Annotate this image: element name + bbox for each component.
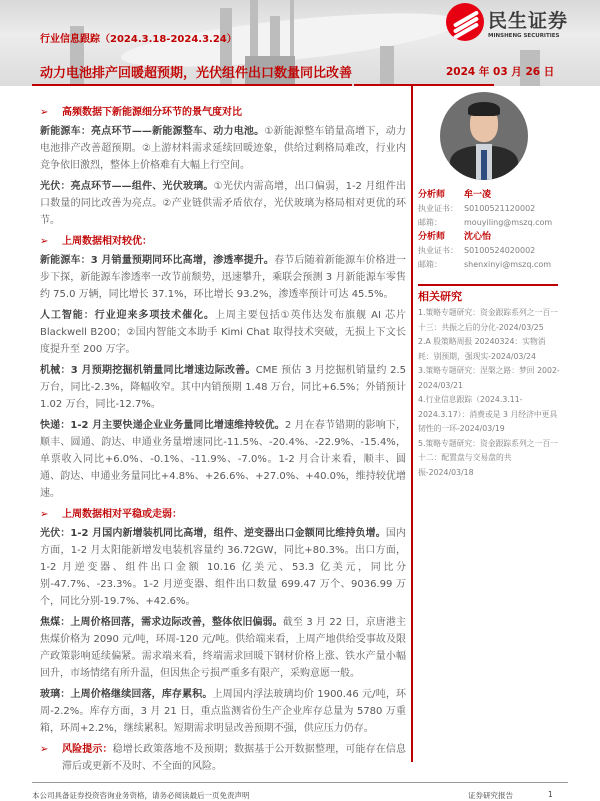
arrow-bullet-icon: ➢ [40, 236, 49, 247]
analyst-email[interactable]: mouyiling@mszq.com [464, 218, 553, 227]
minsheng-logo [446, 3, 568, 41]
related-divider [418, 284, 558, 286]
related-item[interactable]: 3.策略专题研究：涅槃之路：梦回 2002-2024/03/21 [418, 366, 560, 390]
footer-report-type: 证券研究报告 [468, 791, 513, 800]
summary-body [40, 100, 406, 779]
page-number: 1 [548, 790, 553, 799]
risk-warning: ➢ 风险提示：稳增长政策落地不及预期；数据基于公开数据整理，可能存在信息滞后或更新不及时、不全面的风险。 [40, 741, 406, 775]
analyst-email[interactable]: shenxinyi@mszq.com [464, 260, 552, 269]
paragraph: 机械：3 月预期挖掘机销量同比增速边际改善。CME 预估 3 月挖掘机销量约 2.5 万台，同比-2.3%，降幅收窄。其中内销预期 1.48 万台，同比+6.5%；外销预计 1.02 万台，同比-12.7%。 [40, 365, 406, 410]
report-title: 动力电池排产回暖超预期，光伏组件出口数量同比改善 [40, 66, 353, 81]
related-item[interactable]: 4.行业信息跟踪（2024.3.11-2024.3.17）：消费或是 3 月经济中更具韧性的一环-2024/03/19 [418, 395, 558, 433]
analyst-card: 分析师 沈心怡 执业证书： S0100524020002 邮箱： shenxinyi@mszq.com [418, 230, 560, 272]
analyst-name: 牟一凌 [464, 190, 492, 200]
header-divider-right [354, 84, 494, 86]
analyst-name: 沈心怡 [464, 232, 492, 242]
sidebar [418, 92, 560, 480]
paragraph: 焦煤：上周价格回落，需求边际改善，整体依旧偏弱。截至 3 月 22 日，京唐港主焦煤价格为 2090 元/吨，环周-120 元/吨。供给端来看，上周产地供给受事故及限产政策影响延续偏紧。需求端来看，终端需求回暖下钢材价格上涨、铁水产量小幅回升，市场情绪有所升温，但因焦企亏损严重多有限产，采购意愿一般。 [40, 617, 406, 679]
section-heading: ➢ 上周数据相对较优： [40, 233, 406, 250]
arrow-bullet-icon: ➢ [40, 744, 49, 755]
paragraph: 快递：1-2 月主要快递企业业务量同比增速维持较优。2 月在春节错期的影响下，顺丰、圆通、韵达、申通业务量增速同比-11.5%、-20.4%、-22.9%、-15.4%，单票收入同比+6.0%、-0.1%、-11.9%、-7.0%。1-2 月合计来看，顺丰、圆通、韵达、申通业务量同比+4.8%、+26.6%、+27.0%、+40.0%，维持较优增速。 [40, 420, 406, 499]
arrow-bullet-icon: ➢ [40, 509, 49, 520]
related-item[interactable]: 2.A 股策略周报 20240324：实物消耗：别预期，强现实-2024/03/24 [418, 337, 546, 361]
related-research-title: 相关研究 [418, 290, 462, 303]
logo-icon [446, 3, 484, 41]
section-heading: ➢ 高频数据下新能源细分环节的景气度对比 [40, 104, 406, 121]
paragraph: 新能源车：3 月销量预期同环比高增，渗透率提升。春节后随着新能源车价格进一步下探，新能源车渗透率一改节前颓势，迅速攀升，乘联会预测 3 月新能源车零售约 75.0 万辆，同比增长 37.1%，环比增长 93.2%，渗透率预计可达 45.5%。 [40, 255, 406, 300]
paragraph: 人工智能：行业迎来多项技术催化。上周主要包括①英伟达发布旗舰 AI 芯片 Blackwell B200；②国内智能文本助手 Kimi Chat 取得技术突破，无损上下文长度提升至 200 万字。 [40, 310, 407, 355]
footer-divider [32, 782, 568, 783]
related-item[interactable]: 5.策略专题研究：资金跟踪系列之一百一十二：配置盘与交易盘的共振-2024/03/18 [418, 438, 558, 477]
paragraph: 光伏：亮点环节——组件、光伏玻璃。①光伏内需高增，出口偏弱，1-2 月组件出口数量的同比改善为亮点。②产业链供需矛盾依存，光伏玻璃为格局相对更优的环节。 [40, 181, 407, 226]
report-date: 2024 年 03 月 26 日 [446, 66, 555, 78]
analyst-photo [440, 92, 528, 180]
logo-en: MINSHENG SECURITIES [488, 32, 560, 39]
arrow-bullet-icon: ➢ [40, 107, 49, 118]
report-tag: 行业信息跟踪（2024.3.18-2024.3.24） [40, 34, 237, 45]
paragraph: 光伏：1-2 月国内新增装机同比高增，组件、逆变器出口金额同比维持负增。国内方面，1-2 月太阳能新增发电装机容量约 36.72GW，同比+80.3%。出口方面，1-2 月逆变器、组件出口金额 10.16 亿美元、53.3 亿美元，同比分别-47.7%、-23.3%。1-2 月逆变器、组件出口数量 699.47 万个、9036.99 万个，同比分别-19.7%、+42.6%。 [40, 528, 406, 607]
related-item[interactable]: 1.策略专题研究：资金跟踪系列之一百一十三：共振之后的分化-2024/03/25 [418, 308, 558, 332]
analyst-list [418, 188, 560, 272]
paragraph: 玻璃：上周价格继续回落，库存累积。上周国内浮法玻璃均价 1900.46 元/吨，环周-2.2%。库存方面，3 月 21 日，重点监测省份生产企业库存总量为 5780 万重箱，环周+2.2%，继续累积。短期需求明显改善预期不强，供应压力仍存。 [40, 689, 406, 734]
analyst-card: 分析师 牟一凌 执业证书： S0100521120002 邮箱： mouyiling@mszq.com [418, 188, 560, 230]
related-research-list [418, 306, 560, 480]
logo-cn: 民生证券 [488, 9, 569, 32]
column-divider [411, 86, 413, 762]
paragraph: 新能源车：亮点环节——新能源整车、动力电池。①新能源整车销量高增下，动力电池排产改善超预期。②上游材料需求延续回暖迹象，供给过剩格局难改，行业内竞争依旧激烈，整体上价格难有大幅上行空间。 [40, 126, 406, 171]
footer-disclaimer: 本公司具备证券投资咨询业务资格，请务必阅读最后一页免责声明 [32, 791, 250, 800]
section-heading: ➢ 上周数据相对平稳或走弱： [40, 506, 406, 523]
header-divider [32, 84, 352, 86]
